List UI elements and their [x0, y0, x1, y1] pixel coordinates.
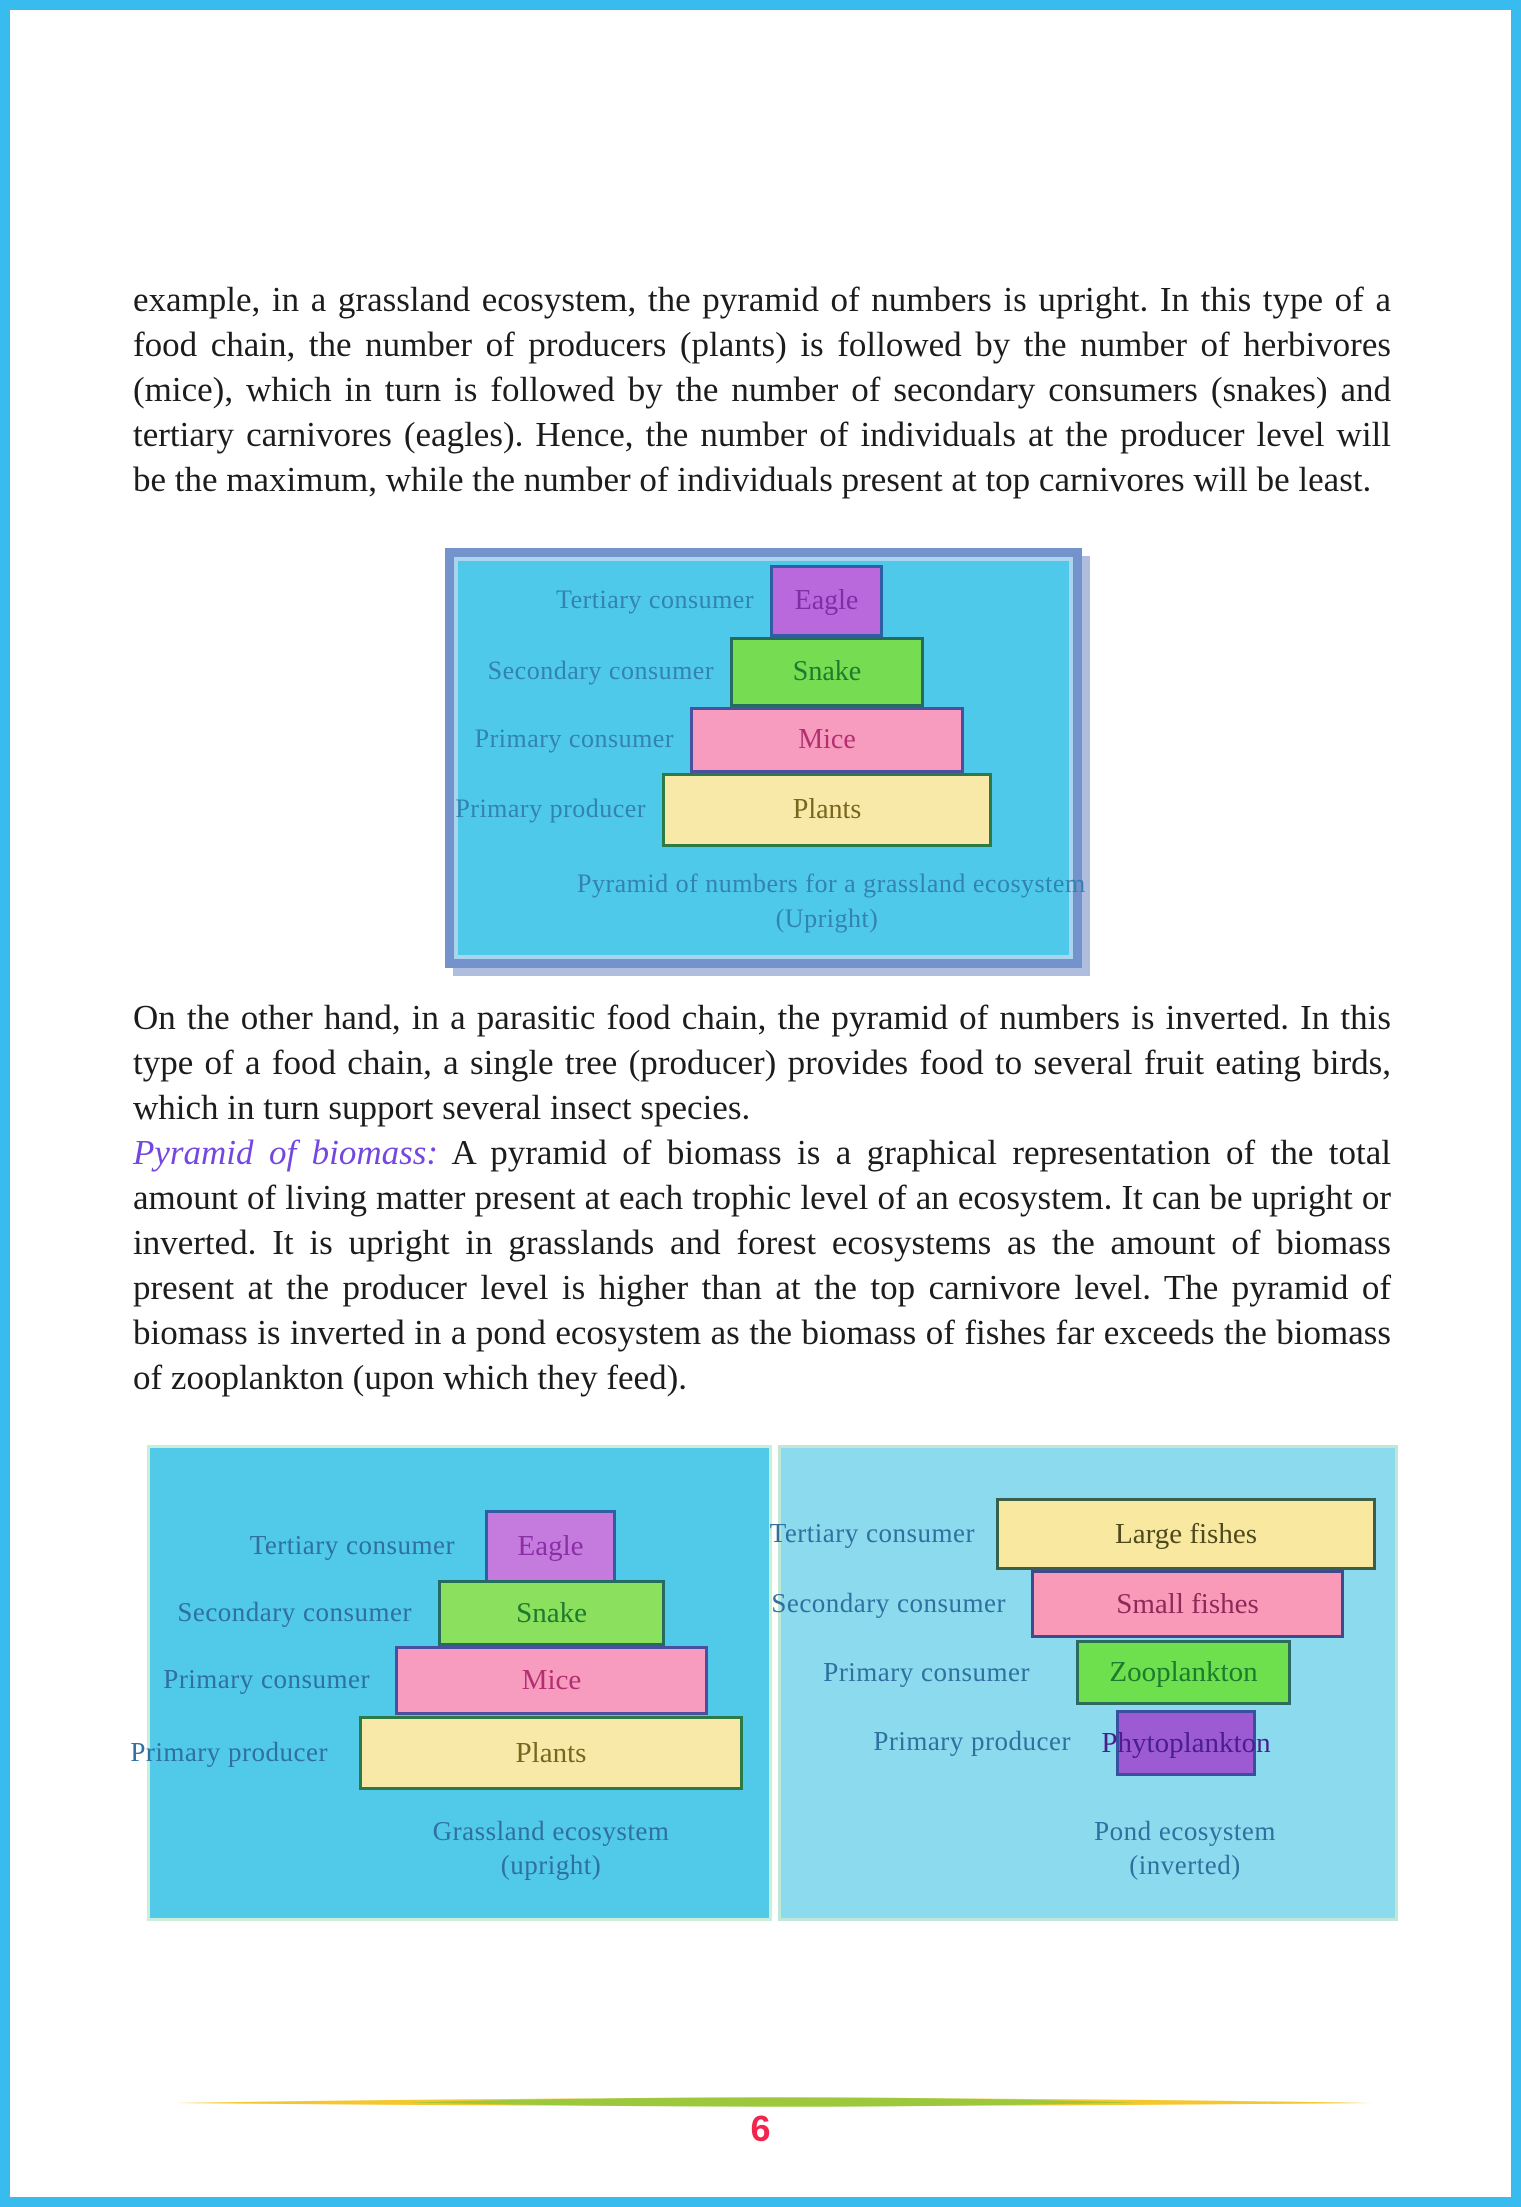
level-box-plants: Plants	[662, 773, 992, 847]
diagram-pyramid-of-numbers	[445, 548, 1086, 968]
panel-caption: Grassland ecosystem	[432, 1816, 670, 1846]
paragraph-pyramid-of-numbers	[133, 277, 1391, 502]
trophic-label-secondary: Secondary consumer	[487, 656, 714, 685]
level-box-mice: Mice	[395, 1646, 708, 1715]
panel-pond-ecosystem	[769, 1445, 1398, 1921]
panel-caption-orientation: (inverted)	[1129, 1850, 1241, 1880]
panel-caption-orientation: (upright)	[500, 1850, 602, 1880]
level-box-snake: Snake	[438, 1580, 665, 1646]
trophic-label-tertiary: Tertiary consumer	[769, 1518, 975, 1548]
panel-grassland-ecosystem	[130, 1445, 772, 1921]
paragraph-block-biomass	[133, 995, 1391, 1400]
level-box-snake: Snake	[730, 637, 924, 707]
level-box-eagle: Eagle	[485, 1510, 616, 1583]
trophic-label-primary-producer: Primary producer	[130, 1737, 328, 1767]
paragraph-text: A pyramid of biomass is a graphical representation of the total amount of living matter present at each trophic level of an ecosystem. It can be upright or inverted. It is upright in grasslands and forest ecosystems as the amount of biomass present at the producer level is higher than at the top carnivore level. The pyramid of biomass is inverted in a pond ecosystem as the biomass of fishes far exceeds the biomass of zooplankton (upon which they feed).	[133, 1133, 1391, 1397]
trophic-label-primary-consumer: Primary consumer	[163, 1664, 370, 1694]
trophic-label-primary-producer: Primary producer	[455, 794, 646, 823]
panel-caption: Pond ecosystem	[1094, 1816, 1276, 1846]
biomass-heading: Pyramid of biomass:	[133, 1133, 438, 1172]
trophic-label-primary-producer: Primary producer	[873, 1726, 1071, 1756]
paragraph-pyramid-of-biomass	[133, 1130, 1391, 1400]
trophic-label-secondary: Secondary consumer	[177, 1597, 412, 1627]
trophic-label-secondary: Secondary consumer	[771, 1588, 1006, 1618]
paragraph-inverted-numbers: On the other hand, in a parasitic food chain, the pyramid of numbers is inverted. In this type of a food chain, a single tree (producer) provides food to several fruit eating birds, which in turn support several insect species.	[133, 998, 1391, 1127]
level-box-small-fishes: Small fishes	[1031, 1570, 1344, 1638]
level-box-large-fishes: Large fishes	[996, 1498, 1376, 1570]
diagram-caption-orientation: (Upright)	[775, 904, 879, 933]
level-box-zooplankton: Zooplankton	[1076, 1640, 1291, 1705]
level-box-plants: Plants	[359, 1716, 743, 1790]
trophic-label-tertiary: Tertiary consumer	[556, 585, 754, 614]
level-box-mice: Mice	[690, 707, 964, 773]
diagram-pyramids-of-biomass	[130, 1445, 1398, 1921]
trophic-label-primary-consumer: Primary consumer	[474, 724, 674, 753]
trophic-label-primary-consumer: Primary consumer	[823, 1657, 1030, 1687]
level-box-phytoplankton: Phytoplankton	[1116, 1710, 1256, 1776]
diagram-caption: Pyramid of numbers for a grassland ecosystem	[577, 869, 1086, 898]
level-box-eagle: Eagle	[770, 565, 883, 637]
trophic-label-tertiary: Tertiary consumer	[249, 1530, 455, 1560]
paragraph-text: example, in a grassland ecosystem, the pyramid of numbers is upright. In this type of a food chain, the number of producers (plants) is followed by the number of herbivores (mice), which in turn is followed by the number of secondary consumers (snakes) and tertiary carnivores (eagles). Hence, the number of individuals at the producer level will be the maximum, while the number of individuals present at top carnivores will be least.	[133, 280, 1391, 499]
page-number: 6	[750, 2108, 771, 2149]
